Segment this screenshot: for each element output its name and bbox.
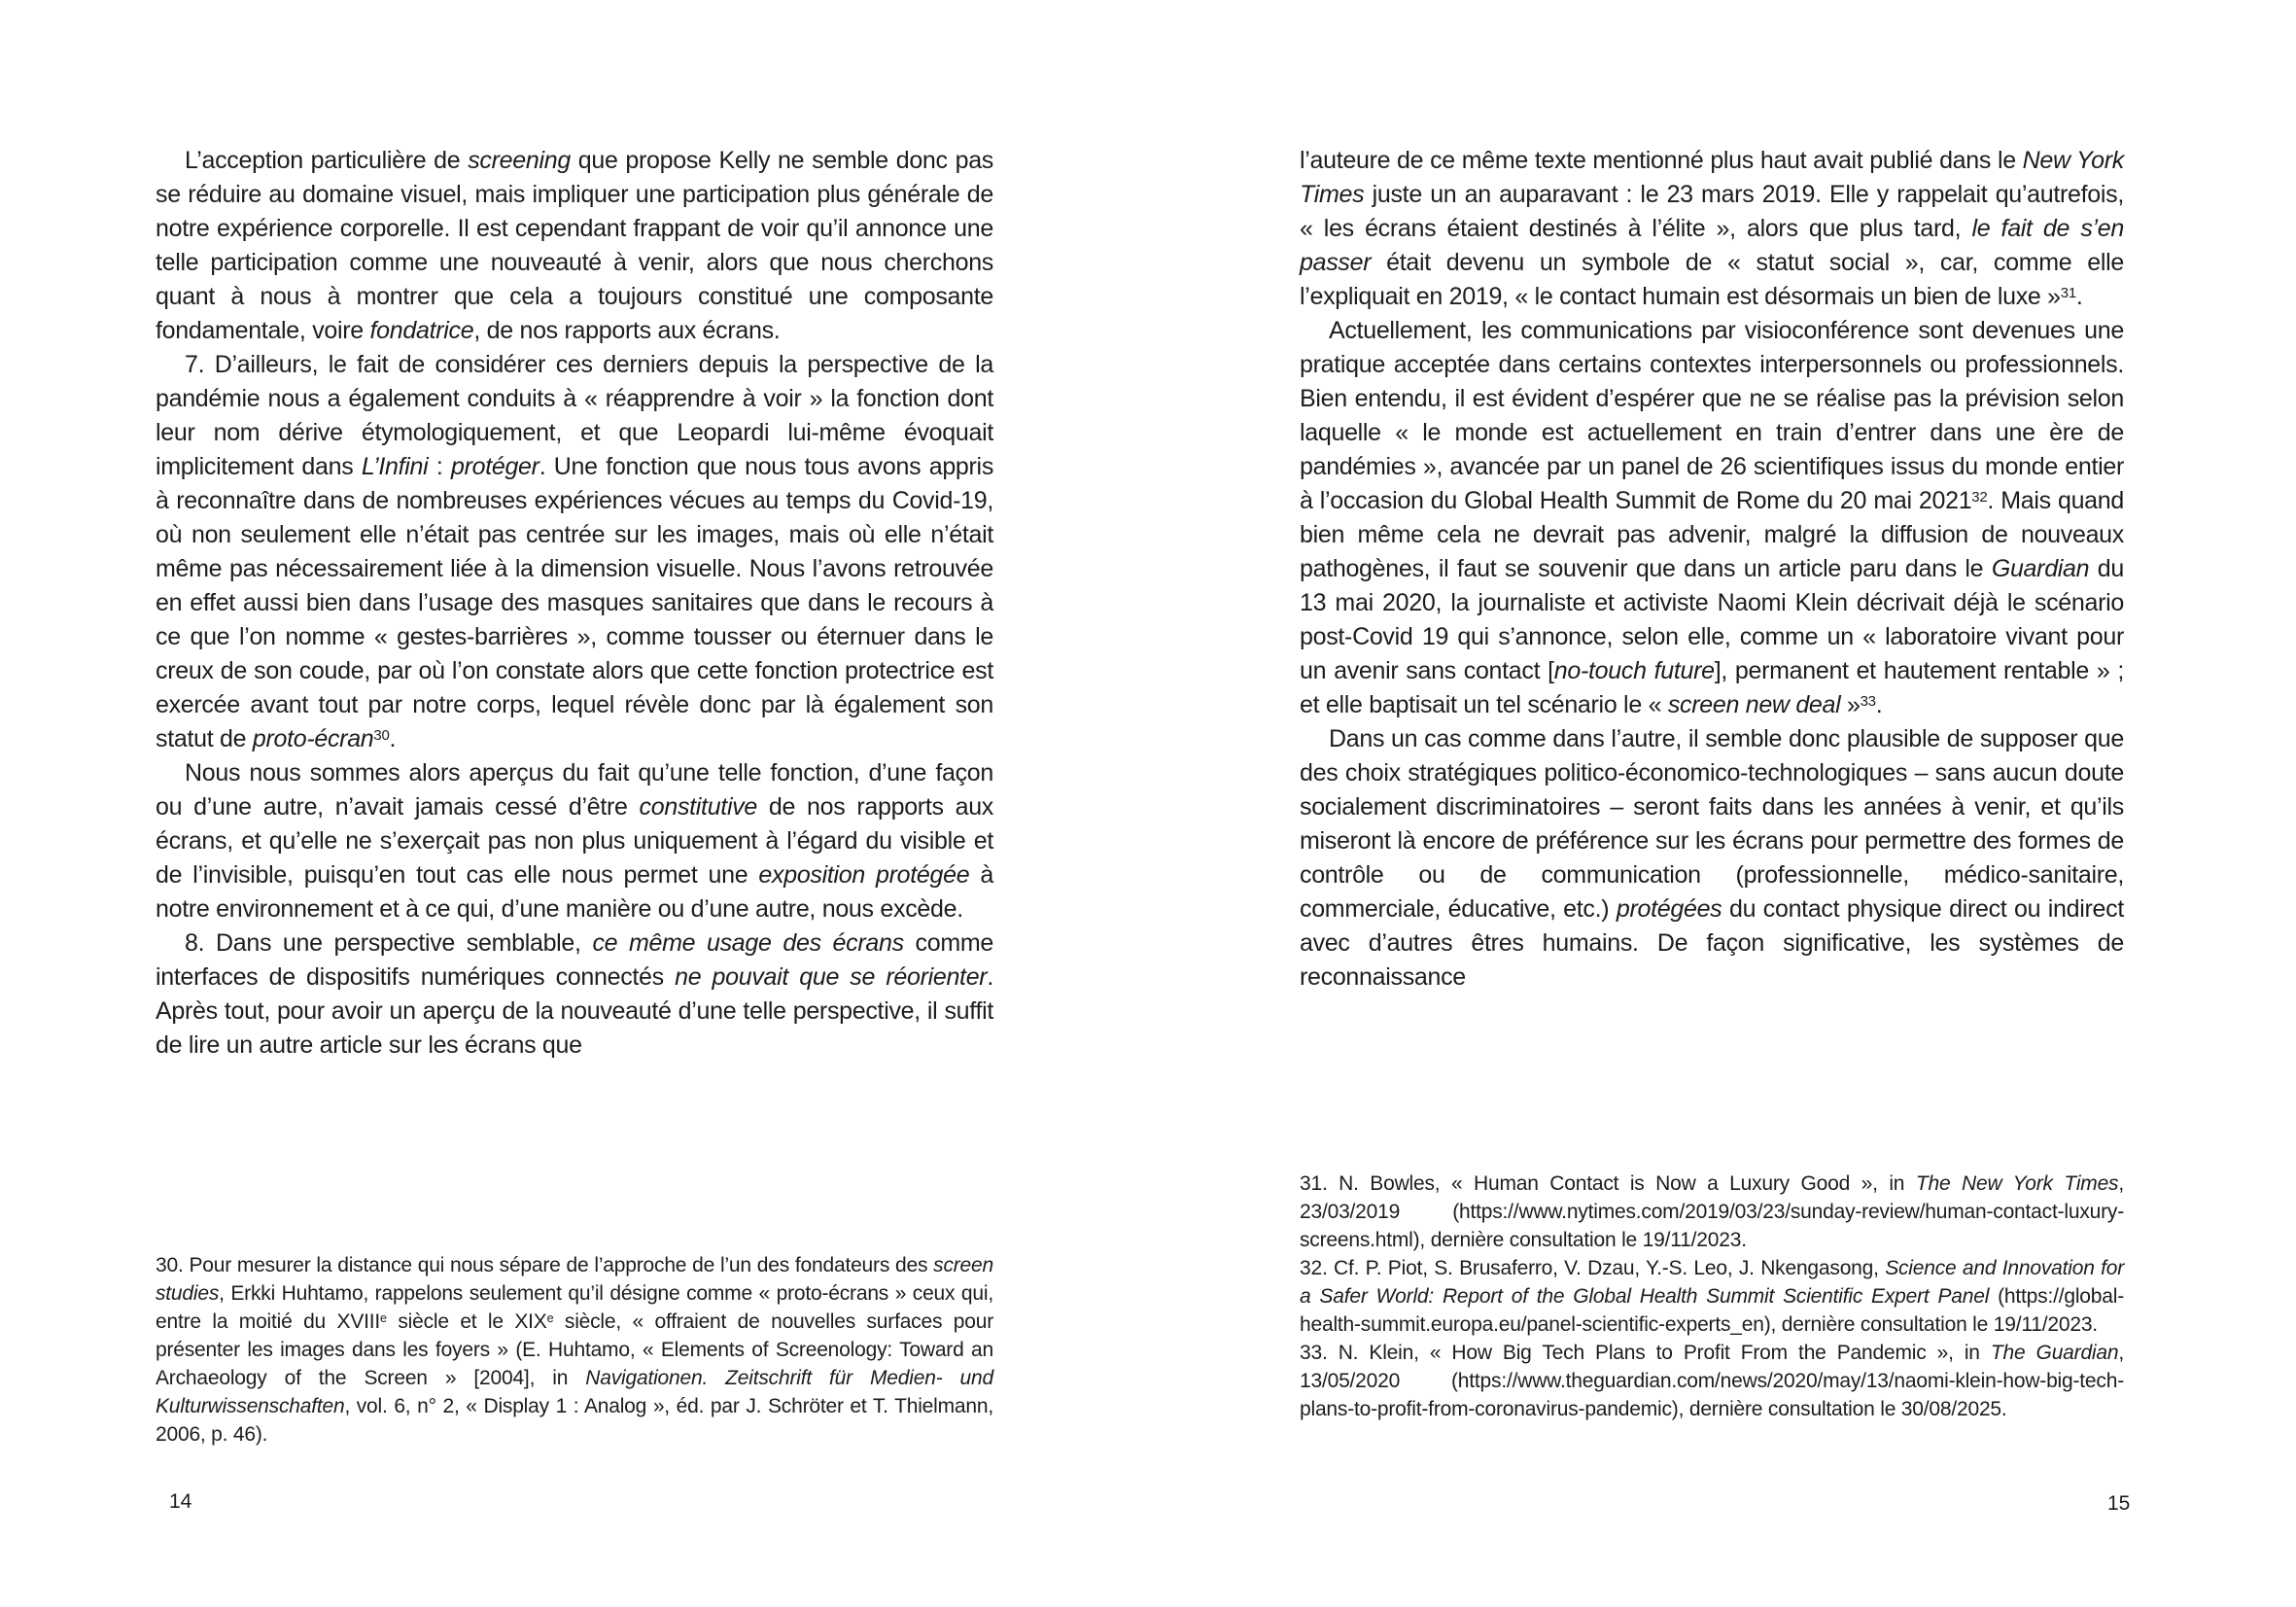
text-segment: , vol. 6, n° 2, « Display 1 : Analog », éd. par J. Schröter et T. Thielmann, 2006, p. 46). — [156, 1395, 993, 1446]
text-segment: l’auteure de ce même texte mentionné plus haut avait publié dans le — [1300, 147, 2023, 174]
text-segment: . Après tout, pour avoir un aperçu de la nouveauté d’une telle perspective, il suffit de lire un autre article sur les écrans que — [156, 963, 993, 1059]
text-segment: 33. N. Klein, « How Big Tech Plans to Profit From the Pandemic », in — [1300, 1342, 1991, 1364]
footnote-31 — [1300, 1170, 2124, 1254]
text-segment: L’acception particulière de — [185, 147, 469, 174]
italic-text: The New York Times — [1915, 1172, 2119, 1195]
text-segment: 8. Dans une perspective semblable, — [185, 929, 593, 957]
paragraph-7-dailleurs — [156, 348, 993, 756]
italic-text: ce même usage des écrans — [592, 929, 904, 957]
text-segment: comme interfaces de dispositifs numériques connectés — [156, 929, 993, 991]
page-number-right: 15 — [2107, 1492, 2131, 1515]
paragraph-dans-un-cas — [1300, 722, 2124, 995]
text-segment: , Erkki Huhtamo, rappelons seulement qu’il désigne comme « proto-écrans » ceux qui, entre la moitié du XVIII — [156, 1282, 993, 1333]
right-page-footnotes — [1300, 1170, 2124, 1423]
text-segment: Nous nous sommes alors aperçus du fait qu’une telle fonction, d’une façon ou d’une autre, n’avait jamais cessé d’être — [156, 759, 993, 821]
text-segment: du 13 mai 2020, la journaliste et activiste Naomi Klein décrivait déjà le scénario post-Covid 19 qui s’annonce, selon elle, comme un « laboratoire vivant pour un avenir sans contact [ — [1300, 555, 2124, 684]
text-segment: ], permanent et hautement rentable » ; et elle baptisait un tel scénario le « — [1300, 657, 2124, 718]
paragraph-8-dans-une-perspective — [156, 926, 993, 1063]
italic-text: ne pouvait que se réorienter — [675, 963, 988, 991]
italic-text: screening — [468, 147, 571, 174]
text-segment: 30. Pour mesurer la distance qui nous sépare de l’approche de l’un des fondateurs des — [156, 1254, 934, 1276]
text-segment: (https://global-health-summit.europa.eu/panel-scientific-experts_en), dernière consultation le 19/11/2023. — [1300, 1285, 2125, 1336]
italic-text: protéger — [450, 453, 539, 480]
right-page-body — [1300, 144, 2124, 995]
italic-text: The Guardian — [1990, 1342, 2119, 1364]
footnote-marker: 30 — [373, 726, 390, 744]
text-segment: . — [2075, 283, 2083, 310]
text-segment: siècle et le XIX — [386, 1310, 547, 1333]
text-segment: 31. N. Bowles, « Human Contact is Now a Luxury Good », in — [1300, 1172, 1916, 1195]
paragraph-auteure — [1300, 144, 2124, 314]
text-segment: Actuellement, les communications par visioconférence sont devenues une pratique acceptée dans certains contextes interpersonnels ou professionnels. Bien entendu, il est évident d’espérer que ne se réalise pas la prévision selon laquelle « le monde est actuellement en train d’entrer dans une ère de pandémies », avancée par un panel de 26 scientifiques issus du monde entier à l’occasion du Global Health Summit de Rome du 20 mai 2021 — [1300, 317, 2124, 514]
text-segment: 7. D’ailleurs, le fait de considérer ces derniers depuis la perspective de la pandémie nous a également conduits à « réapprendre à voir » la fonction dont leur nom dérive étymologiquement, et que Leopardi lui-même évoquait implicitement dans — [156, 351, 993, 480]
text-segment: . — [389, 725, 397, 752]
page-number-left: 14 — [169, 1490, 192, 1513]
footnote-marker: 33 — [1860, 692, 1876, 710]
italic-text: screen studies — [156, 1254, 993, 1305]
text-segment: . Une fonction que nous tous avons appris à reconnaître dans de nombreuses expériences vécues au temps du Covid-19, où non seulement elle n’était pas centrée sur les images, mais où elle n’était même pas nécessairement liée à la dimension visuelle. Nous l’avons retrouvée en effet aussi bien dans l’usage des masques sanitaires que dans le recours à ce que l’on nomme « gestes-barrières », comme tousser ou éternuer dans le creux de son coude, par où l’on constate alors que cette fonction protectrice est exercée avant tout par notre corps, lequel révèle donc par là également son statut de — [156, 453, 994, 752]
footnote-32 — [1300, 1254, 2124, 1339]
paragraph-nous-nous-sommes — [156, 756, 993, 926]
italic-text: proto-écran — [252, 725, 374, 752]
italic-text: Navigationen. Zeitschrift für Medien- und Kulturwissenschaften — [156, 1367, 993, 1417]
text-segment: , 13/05/2020 (https://www.theguardian.com/news/2020/may/13/naomi-klein-how-big-tech-plans-to-profit-from-coronavirus-pandemic), dernière consultation le 30/08/2025. — [1300, 1342, 2124, 1420]
italic-text: exposition protégée — [758, 861, 970, 889]
footnote-33 — [1300, 1339, 2124, 1423]
text-segment: 32. Cf. P. Piot, S. Brusaferro, V. Dzau, Y.-S. Leo, J. Nkengasong, — [1300, 1257, 1886, 1279]
text-segment: du contact physique direct ou indirect avec d’autres êtres humains. De façon significative, les systèmes de reconnaissance — [1300, 895, 2124, 991]
left-page-footnotes — [156, 1251, 993, 1449]
italic-text: no-touch future — [1553, 657, 1715, 684]
italic-text: New York Times — [1300, 147, 2124, 208]
footnote-marker: 31 — [2060, 284, 2076, 301]
text-segment: , de nos rapports aux écrans. — [473, 317, 781, 344]
text-segment: : — [428, 453, 451, 480]
text-segment: à notre environnement et à ce qui, d’une manière ou d’une autre, nous excède. — [156, 861, 993, 923]
text-segment: de nos rapports aux écrans, et qu’elle ne s’exerçait pas non plus uniquement à l’égard du visible et de l’invisible, puisqu’en tout cas elle nous permet une — [156, 793, 993, 889]
text-segment: » — [1840, 691, 1861, 718]
text-segment: juste un an auparavant : le 23 mars 2019. Elle y rappelait qu’autrefois, « les écrans étaient destinés à l’élite », alors que plus tard, — [1300, 181, 2124, 242]
italic-text: Guardian — [1991, 555, 2090, 582]
italic-text: screen new deal — [1667, 691, 1841, 718]
text-segment: . — [1875, 691, 1883, 718]
text-segment: était devenu un symbole de « statut social », car, comme elle l’expliquait en 2019, « le contact humain est désormais un bien de luxe » — [1300, 249, 2124, 310]
footnote-marker: 32 — [1971, 488, 1988, 506]
italic-text: protégées — [1616, 895, 1722, 923]
italic-text: constitutive — [639, 793, 758, 821]
italic-text: fondatrice — [369, 317, 474, 344]
paragraph-screening — [156, 144, 993, 348]
text-segment: Dans un cas comme dans l’autre, il semble donc plausible de supposer que des choix stratégiques politico-économico-technologiques – sans aucun doute socialement discriminatoires – seront faits dans les années à venir, et qu’ils miseront là encore de préférence sur les écrans pour permettre des formes de contrôle ou de communication (professionnelle, médico-sanitaire, commerciale, éducative, etc.) — [1300, 725, 2124, 923]
paragraph-actuellement — [1300, 314, 2124, 722]
italic-text: L’Infini — [361, 453, 429, 480]
text-segment: siècle, « offraient de nouvelles surfaces pour présenter les images dans les foyers » (E. Huhtamo, « Elements of Screenology: Toward an Archaeology of the Screen » [2004], in — [156, 1310, 993, 1389]
italic-text: Science and Innovation for a Safer World: Report of the Global Health Summit Scientific Expert Panel — [1300, 1257, 2124, 1308]
footnote-30 — [156, 1251, 993, 1449]
text-segment: . Mais quand bien même cela ne devrait pas advenir, malgré la diffusion de nouveaux pathogènes, il faut se souvenir que dans un article paru dans le — [1300, 487, 2124, 582]
text-segment: que propose Kelly ne semble donc pas se réduire au domaine visuel, mais impliquer une participation plus générale de notre expérience corporelle. Il est cependant frappant de voir qu’il annonce une telle participation comme une nouveauté à venir, alors que nous cherchons quant à nous à montrer que cela a toujours constitué une composante fondamentale, voire — [156, 147, 993, 344]
footnote-marker: e — [380, 1310, 387, 1325]
italic-text: le fait de s’en passer — [1300, 215, 2124, 276]
footnote-marker: e — [546, 1310, 554, 1325]
text-segment: , 23/03/2019 (https://www.nytimes.com/2019/03/23/sunday-review/human-contact-luxury-screens.html), dernière consultation le 19/11/2023. — [1300, 1172, 2124, 1251]
left-page-body — [156, 144, 993, 1063]
